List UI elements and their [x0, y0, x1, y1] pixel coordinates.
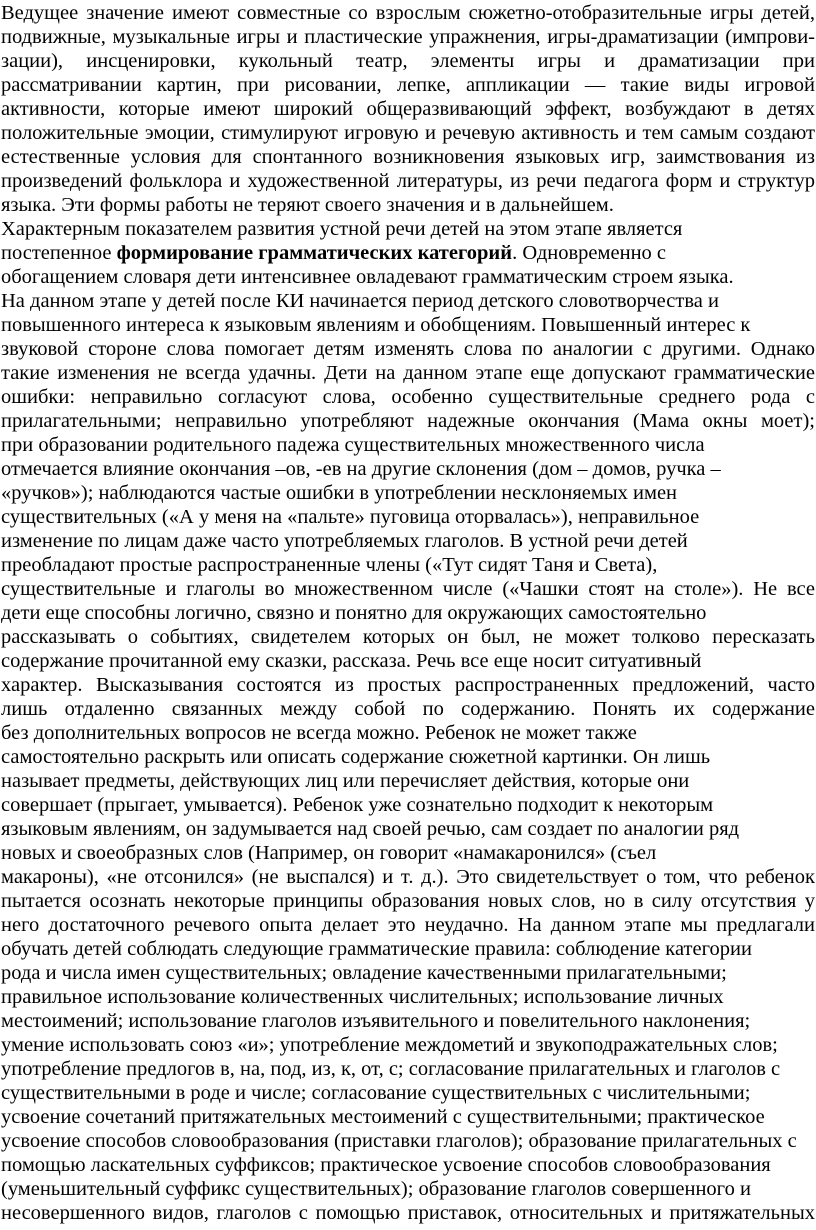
- text-line-34: совершает (прыгает, умывается). Ребенок уже сознательно подходит к некоторым: [1, 794, 714, 816]
- text-line-35: языковым явлениям, он задумывается над своей речью, сам создает по аналогии ряд: [1, 818, 740, 840]
- text-line-14: повышенного интереса к языковым явлениям и обобщениям. Повышенный интерес к: [1, 314, 751, 336]
- text-line-27: рассказывать о событиях, свидетелем которых он был, не может толково пересказать: [1, 626, 815, 648]
- text-line-11: [0, 241, 666, 265]
- text-line-24: преобладают простые распространенные члены («Тут сидят Таня и Света),: [1, 554, 658, 576]
- text-line-21: «ручков»); наблюдаются частые ошибки в употреблении несклоняемых имен: [1, 482, 678, 504]
- text-line-37: макароны), «не отсонился» (не выспался) и т. д.). Это свидетельствует о том, что ребенок: [1, 866, 815, 888]
- text-line-42: правильное использование количественных числительных; использование личных: [1, 986, 724, 1008]
- text-line-26: дети еще способны логично, связно и понятно для окружающих самостоятельно: [1, 602, 707, 624]
- text-line-10: Характерным показателем развития устной речи детей на этом этапе является: [1, 218, 683, 240]
- text-line-40: обучать детей соблюдать следующие грамматические правила: соблюдение категории: [1, 938, 752, 960]
- text-line-15: звуковой стороне слова помогает детям изменять слова по аналогии с другими. Однако: [1, 338, 815, 360]
- text-line-49: помощью ласкательных суффиксов; практическое усвоение способов словообразования: [1, 1154, 771, 1176]
- text-line-16: такие изменения не всегда удачны. Дети на данном этапе еще допускают грамматические: [1, 362, 815, 384]
- text-line-41: рода и числа имен существительных; овладение качественными прилагательными;: [1, 962, 727, 984]
- text-line-18: прилагательными; неправильно употребляют надежные окончания (Мама окны моет);: [1, 410, 815, 432]
- text-line-22: существительных («А у меня на «пальте» пуговица оторвалась»), неправильное: [1, 506, 700, 528]
- text-line-3: зации), инсценировки, кукольный театр, элементы игры и драматизации при: [1, 50, 815, 72]
- text-line-43: местоимений; использование глаголов изъявительного и повелительного наклонения;: [1, 1010, 751, 1032]
- text-line-4: рассматривании картин, при рисовании, лепке, аппликации — такие виды игровой: [1, 74, 815, 96]
- text-line-47: усвоение сочетаний притяжательных местоимений с существительными; практическое: [1, 1106, 765, 1128]
- text-line-2: подвижные, музыкальные игры и пластические упражнения, игры-драматизации (импрови-: [1, 26, 815, 48]
- text-line-29: характер. Высказывания состоятся из простых распространенных предложений, часто: [1, 674, 815, 696]
- text-line-23: изменение по лицам даже часто употребляемых глаголов. В устной речи детей: [1, 530, 688, 552]
- text-line-50: (уменьшительный суффикс существительных); образование глаголов совершенного и: [1, 1178, 751, 1200]
- text-line-13: На данном этапе у детей после КИ начинается период детского словотворчества и: [1, 290, 719, 312]
- text-line-33: называет предметы, действующих лиц или перечисляет действия, которые они: [1, 770, 690, 792]
- text-line-45: употребление предлогов в, на, под, из, к, от, с; согласование прилагательных и глаголов с: [1, 1058, 781, 1080]
- text-line-19: при образовании родительного падежа существительных множественного числа: [1, 434, 705, 456]
- text-line-9: языка. Эти формы работы не теряют своего значения и в дальнейшем.: [1, 194, 614, 216]
- text-line-20: отмечается влияние окончания –ов, -ев на другие склонения (дом – домов, ручка –: [1, 458, 721, 480]
- text-line-48: усвоение способов словообразования (приставки глаголов); образование прилагательных с: [1, 1130, 797, 1152]
- text-line-28: содержание прочитанной ему сказки, рассказа. Речь все еще носит ситуативный: [1, 650, 702, 672]
- text-line-30: лишь отдаленно связанных между собой по содержанию. Понять их содержание: [1, 698, 815, 720]
- text-line-39: него достаточного речевого опыта делает это неудачно. На данном этапе мы предлагали: [1, 914, 815, 936]
- text-line-17: ошибки: неправильно согласуют слова, особенно существительные среднего рода с: [1, 386, 815, 408]
- text-line-1: Ведущее значение имеют совместные со взрослым сюжетно-отобразительные игры детей,: [1, 2, 815, 24]
- text-line-44: умение использовать союз «и»; употребление междометий и звукоподражательных слов;: [1, 1034, 778, 1056]
- text-line-5: активности, которые имеют широкий общеразвивающий эффект, возбуждают в детях: [1, 98, 815, 120]
- text-line-6: положительные эмоции, стимулируют игровую и речевую активность и тем самым создают: [1, 122, 815, 144]
- text-line-8: произведений фольклора и художественной литературы, из речи педагога форм и структур: [1, 170, 815, 192]
- text-line-51: несовершенного видов, глаголов с помощью приставок, относительных и притяжательных: [1, 1202, 815, 1224]
- text-line-11-end: . Одновременно с: [512, 242, 667, 264]
- text-line-36: новых и своеобразных слов (Например, он говорит «намакаронился» (съел: [1, 842, 657, 864]
- text-line-12: обогащением словаря дети интенсивнее овладевают грамматическим строем языка.: [1, 266, 734, 288]
- text-line-38: пытается осознать некоторые принципы образования новых слов, но в силу отсутствия у: [1, 890, 815, 912]
- text-line-46: существительными в роде и числе; согласование существительных с числительными;: [1, 1082, 751, 1104]
- text-line-25: существительные и глаголы во множественном числе («Чашки стоят на столе»). Не все: [1, 578, 815, 600]
- text-line-32: самостоятельно раскрыть или описать содержание сюжетной картинки. Он лишь: [1, 746, 711, 768]
- text-line-11-start: постепенное: [1, 242, 117, 264]
- bold-term: формирование грамматических категорий: [116, 242, 513, 264]
- text-line-31: без дополнительных вопросов не всегда можно. Ребенок не может также: [1, 722, 637, 744]
- text-line-7: естественные условия для спонтанного возникновения языковых игр, заимствования из: [1, 146, 815, 168]
